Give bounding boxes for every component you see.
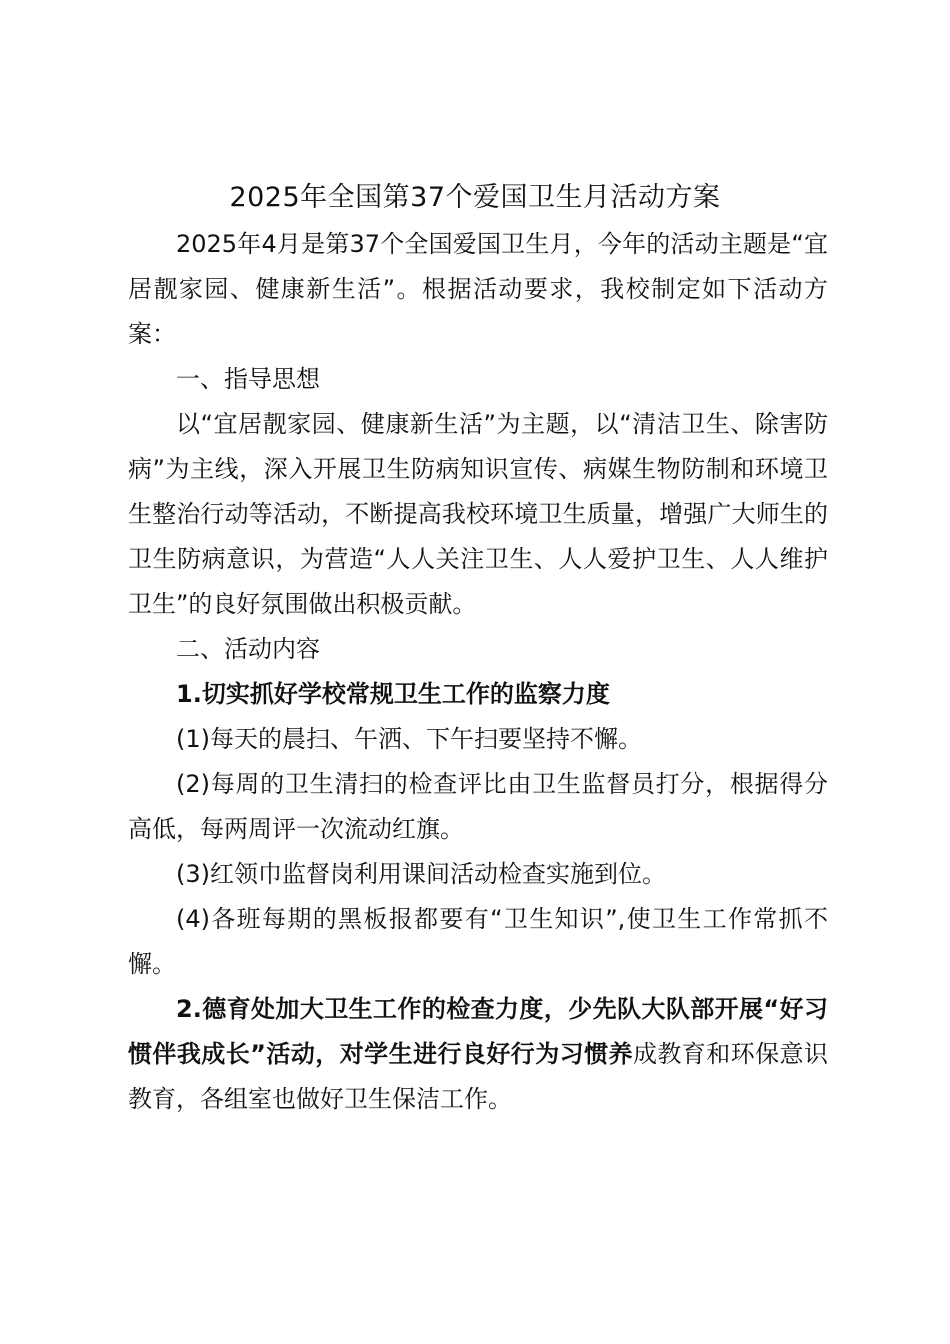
section-heading-guiding-ideology: 一、指导思想: [176, 365, 320, 393]
item1-point-3: (3)红领巾监督岗利用课间活动检查实施到位。: [176, 860, 666, 888]
intro-paragraph: 2025年4月是第37个全国爱国卫生月，今年的活动主题是“宜居靓家园、健康新生活”。根据活动要求，我校制定如下活动方案：: [128, 230, 828, 348]
document-title: 2025年全国第37个爱国卫生月活动方案: [229, 182, 721, 213]
document-body: [128, 222, 828, 1122]
section-heading-activity-content: 二、活动内容: [176, 635, 320, 663]
item1-point-2: (2)每周的卫生清扫的检查评比由卫生监督员打分，根据得分高低，每两周评一次流动红旗。: [128, 770, 828, 843]
item1-point-4: (4)各班每期的黑板报都要有“卫生知识”,使卫生工作常抓不懈。: [128, 905, 828, 978]
item2-paragraph: [128, 987, 828, 1122]
guiding-ideology-paragraph: 以“宜居靓家园、健康新生活”为主题，以“清洁卫生、除害防病”为主线，深入开展卫生防病知识宣传、病媒生物防制和环境卫生整治行动等活动，不断提高我校环境卫生质量，增强广大师生的卫生防病意识，为营造“人人关注卫生、人人爱护卫生、人人维护卫生”的良好氛围做出积极贡献。: [128, 410, 828, 618]
item1-heading: 1.切实抓好学校常规卫生工作的监察力度: [176, 680, 610, 708]
item1-point-1: (1)每天的晨扫、午洒、下午扫要坚持不懈。: [176, 725, 642, 753]
item2-normal-text: 成教育和环保意识教育，各组室也做好卫生保洁工作。: [128, 1040, 828, 1113]
item2-bold-text: 2.德育处加大卫生工作的检查力度，少先队大队部开展“好习惯伴我成长”活动，对学生进行良好行为习惯养: [128, 995, 828, 1068]
